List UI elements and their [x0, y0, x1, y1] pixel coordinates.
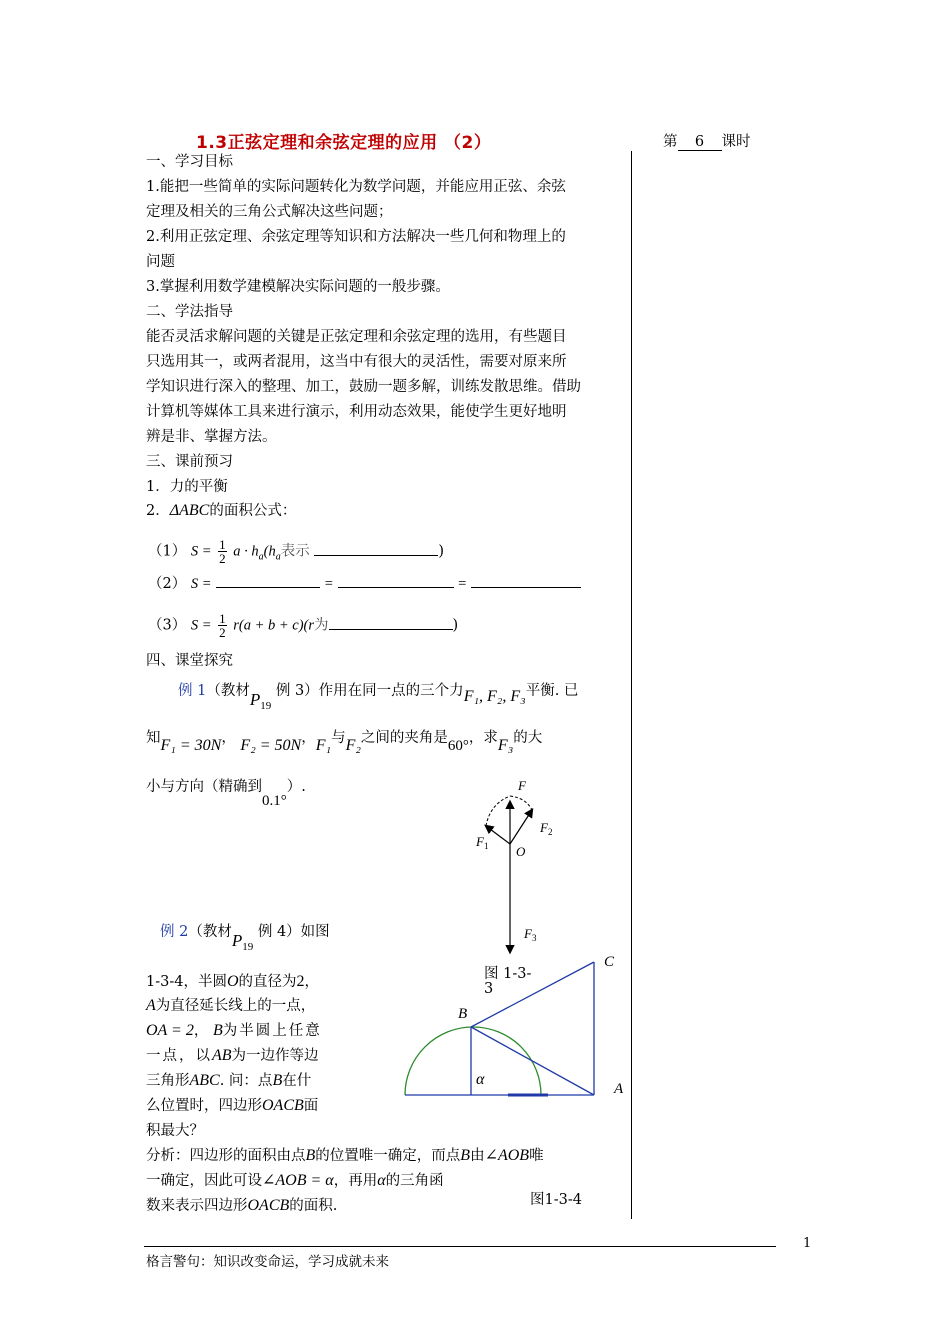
example-1-line-3: [146, 777, 306, 809]
frac-num: 1: [219, 611, 226, 626]
preview-item-2: [146, 501, 296, 521]
ex2-o: O: [226, 973, 239, 990]
page-title: 1.3正弦定理和余弦定理的应用 （2）: [196, 133, 492, 153]
ex1-f3: F₃: [497, 737, 514, 754]
ex2-l5b: . 问：点: [219, 1073, 273, 1089]
method-line-1: 能否灵活求解问题的关键是正弦定理和余弦定理的选用，有些题目: [146, 329, 567, 345]
semicircle-diagram: [398, 950, 634, 1100]
formula-1-sub: a: [258, 551, 264, 563]
ex2-ab: AB: [212, 1047, 232, 1064]
label-f1-sub: 1: [483, 841, 489, 851]
label-f2: [539, 820, 552, 837]
fig-2-caption: 图1-3-4: [530, 1192, 582, 1208]
label-f3: [523, 926, 537, 943]
ex1-l2b: 与: [331, 730, 346, 746]
ex1-comma1: ，: [221, 730, 236, 746]
an-setangle: ∠AOB = α: [262, 1172, 334, 1189]
an-1b: 的位置唯一确定，而点: [315, 1148, 461, 1164]
ex1-f1: F₁: [315, 737, 332, 754]
page-number: 1: [803, 1236, 812, 1251]
an-3b: 的面积.: [289, 1198, 338, 1214]
ex1-l2e: 的大: [513, 730, 543, 746]
ex2-oa: OA = 2: [146, 1022, 194, 1039]
formula-2: [148, 574, 581, 594]
label-f2-sub: 2: [547, 827, 553, 837]
section-3-title: 三、课前预习: [146, 454, 233, 470]
frac-den: 2: [219, 625, 226, 640]
ex1-f1eq: F₁ = 30N: [160, 737, 222, 754]
ex2-p: P: [231, 931, 243, 950]
fig-1-caption-1: 图 1-3-: [484, 966, 532, 982]
frac-den: 2: [219, 551, 226, 566]
ex1-p-sub: 19: [260, 699, 272, 712]
formula-3-label: （3）: [148, 617, 187, 634]
an-angle: ∠AOB: [484, 1147, 530, 1164]
formula-2-blank-3[interactable]: [471, 575, 581, 588]
ex2-l1: 1-3-4，半圆: [146, 974, 227, 990]
ex2-l2: 为直径延长线上的一点，: [155, 998, 316, 1014]
ex1-f2eq: F₂ = 50N: [240, 737, 302, 754]
label-f1: [475, 834, 488, 851]
side-bc: [471, 962, 594, 1027]
formula-2-blank-2[interactable]: [338, 575, 454, 588]
an-2a: 一确定，因此可设: [146, 1173, 262, 1189]
item2-text: 的面积公式：: [209, 503, 297, 519]
example-2-line-6: [146, 1071, 311, 1091]
method-line-2: 只选用其一，或两者混用，这当中有很大的灵活性，需要对原来所: [146, 354, 567, 370]
an-1c: 由: [470, 1148, 485, 1164]
method-line-4: 计算机等媒体工具来进行演示，利用动态效果，能使学生更好地明: [146, 404, 567, 420]
label-alpha: α: [476, 1071, 485, 1088]
footer-rule: [144, 1246, 776, 1247]
ex2-l1c: ，: [304, 974, 320, 990]
formula-2-eq2: =: [458, 576, 467, 592]
ex1-t2: 例 3）作用在同一点的三个力: [271, 683, 464, 699]
formula-3-body: r(a + b + c)(r: [233, 617, 315, 634]
formula-3-blank[interactable]: [329, 617, 453, 630]
example-1-line-2: [146, 728, 543, 754]
ex1-forces: F₁, F₂, F₃: [463, 688, 526, 705]
label-f3-sub: 3: [531, 933, 537, 943]
an-b4: B: [460, 1147, 471, 1164]
formula-1-sub2: a: [275, 551, 281, 563]
ex2-t2: 例 4）如图: [253, 924, 330, 940]
goal-line-3: 2.利用正弦定理、余弦定理等知识和方法解决一些几何和物理上的: [146, 229, 566, 245]
an-3a: 数来表示四边形: [146, 1198, 248, 1214]
label-f1-main: F: [476, 834, 484, 849]
label-b: B: [458, 1006, 468, 1022]
formula-1: [148, 538, 444, 567]
lesson-prefix: 第: [663, 134, 678, 150]
ex2-l6b: 面: [303, 1098, 319, 1114]
section-2-title: 二、学法指导: [146, 304, 233, 320]
method-line-5: 辨是非、掌握方法。: [146, 429, 277, 445]
formula-2-eq1: =: [324, 576, 333, 592]
goal-line-2: 定理及相关的三角公式解决这些问题；: [146, 204, 393, 220]
ex1-l2a: 知: [146, 730, 161, 746]
footer-motto: 格言警句：知识改变命运，学习成就未来: [146, 1254, 389, 1270]
example-2-line-2: [146, 972, 319, 992]
formula-3-s: S =: [190, 617, 212, 634]
example-2-line-1: [160, 921, 330, 953]
label-f: F: [518, 778, 526, 793]
ex2-b: B: [212, 1022, 223, 1039]
lesson-num: 6: [678, 134, 722, 151]
formula-1-blank[interactable]: [314, 543, 438, 556]
ex2-l5c: 在什: [282, 1073, 312, 1089]
side-ab: [471, 1027, 594, 1095]
force-diagram: [470, 776, 580, 976]
dashed-arc-right: [510, 796, 532, 810]
an-1a: 分析：四边形的面积由点: [146, 1148, 306, 1164]
example-2-line-8: 积最大？: [146, 1123, 204, 1139]
force-f2-arrow: [510, 810, 532, 844]
ex2-abc: ABC: [189, 1072, 220, 1089]
an-2c: 的三角函: [385, 1173, 444, 1189]
example-1-label: 例 1: [178, 683, 207, 699]
ex2-two: 2: [296, 973, 305, 990]
dashed-arc-left: [486, 796, 510, 826]
ex1-p: P: [249, 690, 261, 709]
an-2b: ，再用: [333, 1173, 378, 1189]
example-2-line-7: [146, 1096, 318, 1116]
ex1-l3b: ）.: [286, 779, 306, 795]
example-2-line-5: [146, 1046, 319, 1066]
method-line-3: 学知识进行深入的整理、加工，鼓励一题多解，训练发散思维。借助: [146, 379, 581, 395]
example-2-line-3: [146, 996, 315, 1016]
example-2-line-4: [146, 1021, 322, 1041]
analysis-line-1: [146, 1146, 544, 1166]
goal-line-5: 3.掌握利用数学建模解决实际问题的一般步骤。: [146, 279, 450, 295]
item2-num: 2．: [146, 503, 170, 519]
section-1-title: 一、学习目标: [146, 154, 233, 170]
ex2-b2: B: [272, 1072, 283, 1089]
section-4-title: 四、课堂探究: [146, 653, 233, 669]
formula-1-text: 表示: [280, 543, 310, 560]
label-o: O: [516, 844, 526, 859]
ex1-comma2: ，: [301, 730, 316, 746]
ex2-l5a: 三角形: [146, 1073, 190, 1089]
formula-1-body: a · h: [233, 543, 259, 560]
lesson-number: [663, 130, 751, 151]
ex1-f2: F₂: [345, 737, 361, 754]
analysis-line-2: [146, 1171, 444, 1191]
ex2-l6a: 么位置时，四边形: [146, 1098, 262, 1114]
ex2-p-sub: 19: [242, 940, 254, 953]
ex1-angle: 60°: [447, 738, 469, 754]
ex1-t3: 平衡. 已: [525, 683, 579, 699]
formula-3-frac: [218, 612, 227, 639]
ex2-l1b: 的直径为: [238, 974, 297, 990]
an-1d: 唯: [529, 1148, 544, 1164]
goal-line-1: 1.能把一些简单的实际问题转化为数学问题，并能应用正弦、余弦: [146, 179, 566, 195]
ex2-l4a: 一点，以: [146, 1048, 212, 1064]
formula-3: [148, 612, 458, 639]
formula-3-text: 为: [314, 617, 329, 634]
ex1-t1: （教材: [206, 683, 250, 699]
ex1-prec: 0.1°: [262, 793, 287, 809]
ex2-l3c: 为半圆上任意: [222, 1023, 322, 1039]
formula-1-s: S =: [190, 543, 212, 560]
ex2-t1: （教材: [188, 924, 232, 940]
ex2-oacb: OACB: [262, 1097, 304, 1114]
ex2-l3b: ，: [193, 1023, 209, 1039]
ex1-l3a: 小与方向（精确到: [146, 779, 262, 795]
formula-2-blank-1[interactable]: [216, 575, 320, 588]
frac-num: 1: [219, 537, 226, 552]
formula-1-close: ): [438, 543, 444, 560]
label-f3-main: F: [524, 926, 532, 941]
formula-1-paren: (h: [263, 543, 276, 560]
an-alpha: α: [377, 1172, 386, 1189]
preview-item-1: 1．力的平衡: [146, 479, 228, 495]
force-f1-arrow: [486, 826, 510, 844]
ex1-l2d: ，求: [468, 730, 498, 746]
ex1-l2c: 之间的夹角是: [360, 730, 448, 746]
ex2-l4b: 为一边作等边: [231, 1048, 319, 1064]
label-f2-main: F: [540, 820, 548, 835]
analysis-line-3: [146, 1196, 337, 1216]
semicircle: [405, 1027, 541, 1095]
an-b3: B: [305, 1147, 316, 1164]
label-c: C: [604, 954, 615, 970]
ex2-a: A: [146, 997, 156, 1014]
lesson-suffix: 课时: [721, 134, 751, 150]
formula-2-s: S =: [190, 576, 212, 592]
example-1-line-1: [178, 680, 579, 712]
formula-3-close: ): [452, 617, 459, 634]
label-a: A: [614, 1081, 624, 1097]
triangle-abc: ΔABC: [169, 502, 210, 519]
example-2-label: 例 2: [160, 924, 189, 940]
goal-line-4: 问题: [146, 254, 175, 270]
formula-1-frac: [218, 538, 227, 565]
formula-2-label: （2）: [148, 576, 187, 592]
an-oacb: OACB: [247, 1197, 290, 1214]
formula-1-label: （1）: [148, 543, 187, 560]
fig-1-caption-2: 3: [484, 981, 494, 997]
